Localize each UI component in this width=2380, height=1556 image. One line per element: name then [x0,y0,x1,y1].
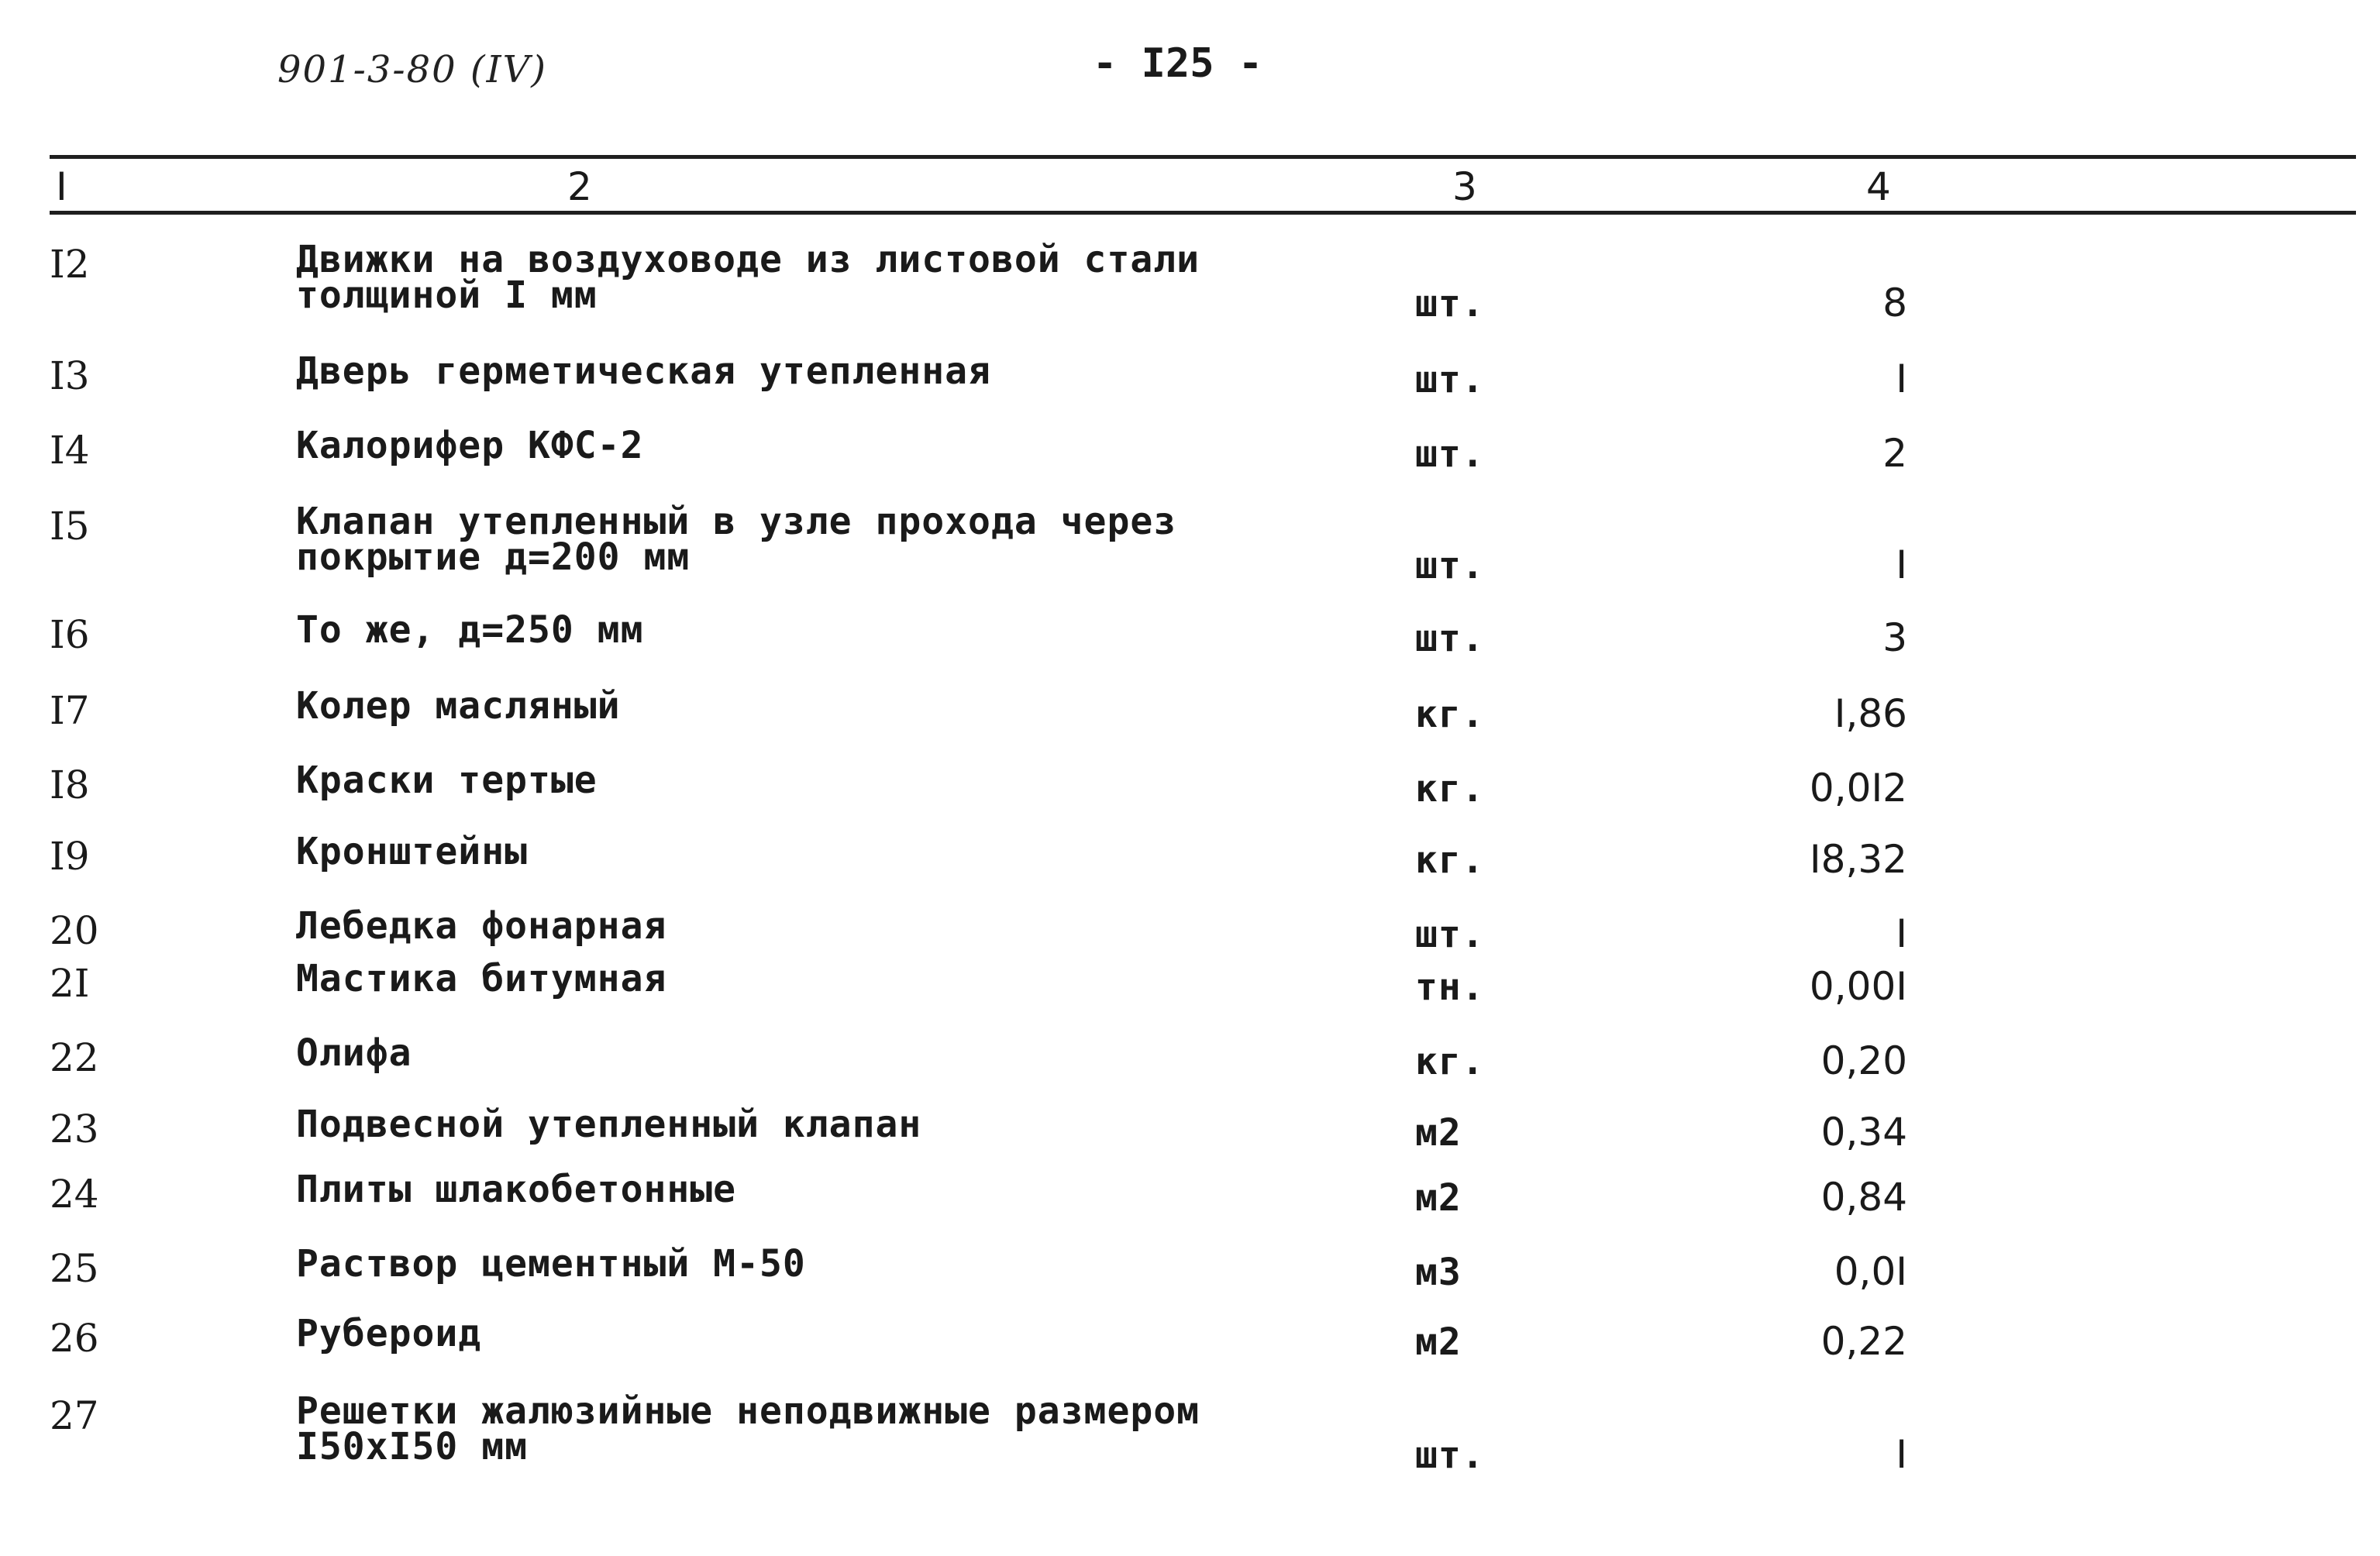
column-header-1: I [56,164,67,209]
column-header-4: 4 [1866,164,1891,209]
item-name [296,1168,737,1211]
item-unit: тн. [1415,966,1485,1009]
row-number: 25 [50,1246,99,1291]
row-number: 20 [50,908,99,953]
row-number: I4 [50,428,90,473]
row-number: I5 [50,504,90,549]
item-name-line: Решетки жалюзийные неподвижные размером [296,1389,1200,1433]
item-quantity: 0,34 [1820,1110,1907,1155]
item-name-line: Клапан утепленный в узле прохода через [296,500,1177,543]
item-name-line: толщиной I мм [296,274,598,317]
item-unit: шт. [1415,617,1485,660]
item-name-line: Олифа [296,1031,412,1075]
item-quantity: I [1896,1432,1907,1477]
item-unit: кг. [1415,838,1485,882]
item-name-line: Краски тертые [296,759,598,802]
item-name-line: Мастика битумная [296,957,667,1000]
item-quantity: I [1896,542,1907,587]
column-header-3: 3 [1452,164,1477,209]
item-name-line: То же, д=250 мм [296,608,644,652]
item-name-line: I50xI50 мм [296,1425,528,1468]
item-name-line: Кронштейны [296,830,528,873]
column-header-2: 2 [567,164,592,209]
item-name [296,1031,412,1075]
item-name [296,904,667,948]
item-unit: кг. [1415,767,1485,811]
item-unit: м2 [1415,1320,1462,1364]
row-number: 22 [50,1035,99,1080]
item-quantity: I,86 [1834,691,1907,736]
item-name [296,1103,922,1146]
item-name [296,608,644,652]
item-quantity: 0,00I [1809,964,1907,1009]
item-quantity: 0,0I2 [1809,766,1907,811]
table-header-rule [50,211,2356,215]
row-number: I9 [50,834,90,879]
item-unit: шт. [1415,913,1485,956]
item-name-line: покрытие д=200 мм [296,535,691,579]
item-quantity: I [1896,356,1907,401]
item-unit: шт. [1415,432,1485,476]
item-unit: шт. [1415,358,1485,401]
item-name-line: Рубероид [296,1312,482,1355]
item-quantity: 3 [1882,615,1907,660]
item-unit: м2 [1415,1176,1462,1220]
item-name-line: Подвесной утепленный клапан [296,1103,922,1146]
item-quantity: 8 [1882,281,1907,325]
item-quantity: 0,84 [1820,1175,1907,1220]
item-name [296,349,991,393]
row-number: I6 [50,612,90,657]
item-name-line: Дверь герметическая утепленная [296,349,991,393]
item-name-line: Колер масляный [296,684,621,728]
item-name [296,500,1177,579]
item-unit: кг. [1415,1040,1485,1083]
item-name-line: Плиты шлакобетонные [296,1168,737,1211]
row-number: 27 [50,1393,99,1438]
item-unit: м3 [1415,1251,1462,1294]
row-number: I2 [50,242,90,287]
item-name [296,1312,482,1355]
item-name-line: Калорифер КФС-2 [296,424,644,467]
item-name [296,684,621,728]
item-unit: шт. [1415,544,1485,587]
item-name [296,1242,806,1286]
item-unit: шт. [1415,1434,1485,1477]
item-name-line: Лебедка фонарная [296,904,667,948]
item-name [296,424,644,467]
item-name [296,1389,1200,1468]
item-quantity: 0,20 [1820,1038,1907,1083]
table-top-rule [50,155,2356,159]
document-code: 901-3-80 (IV) [277,48,548,91]
item-unit: кг. [1415,693,1485,736]
item-unit: шт. [1415,282,1485,325]
item-quantity: 0,0I [1834,1249,1907,1294]
item-name [296,759,598,802]
page-number: - I25 - [1093,40,1263,87]
item-quantity: I [1896,911,1907,956]
row-number: 24 [50,1172,99,1217]
item-name-line: Движки на воздуховоде из листовой стали [296,238,1200,281]
row-number: I8 [50,763,90,807]
row-number: 23 [50,1107,99,1152]
item-name [296,238,1200,317]
item-name [296,957,667,1000]
item-unit: м2 [1415,1111,1462,1155]
row-number: 26 [50,1316,99,1361]
item-quantity: 0,22 [1820,1319,1907,1364]
item-quantity: 2 [1882,431,1907,476]
item-name-line: Раствор цементный М-50 [296,1242,806,1286]
row-number: I7 [50,688,90,733]
row-number: I3 [50,353,90,398]
row-number: 2I [50,961,90,1006]
item-name [296,830,528,873]
item-quantity: I8,32 [1809,837,1907,882]
